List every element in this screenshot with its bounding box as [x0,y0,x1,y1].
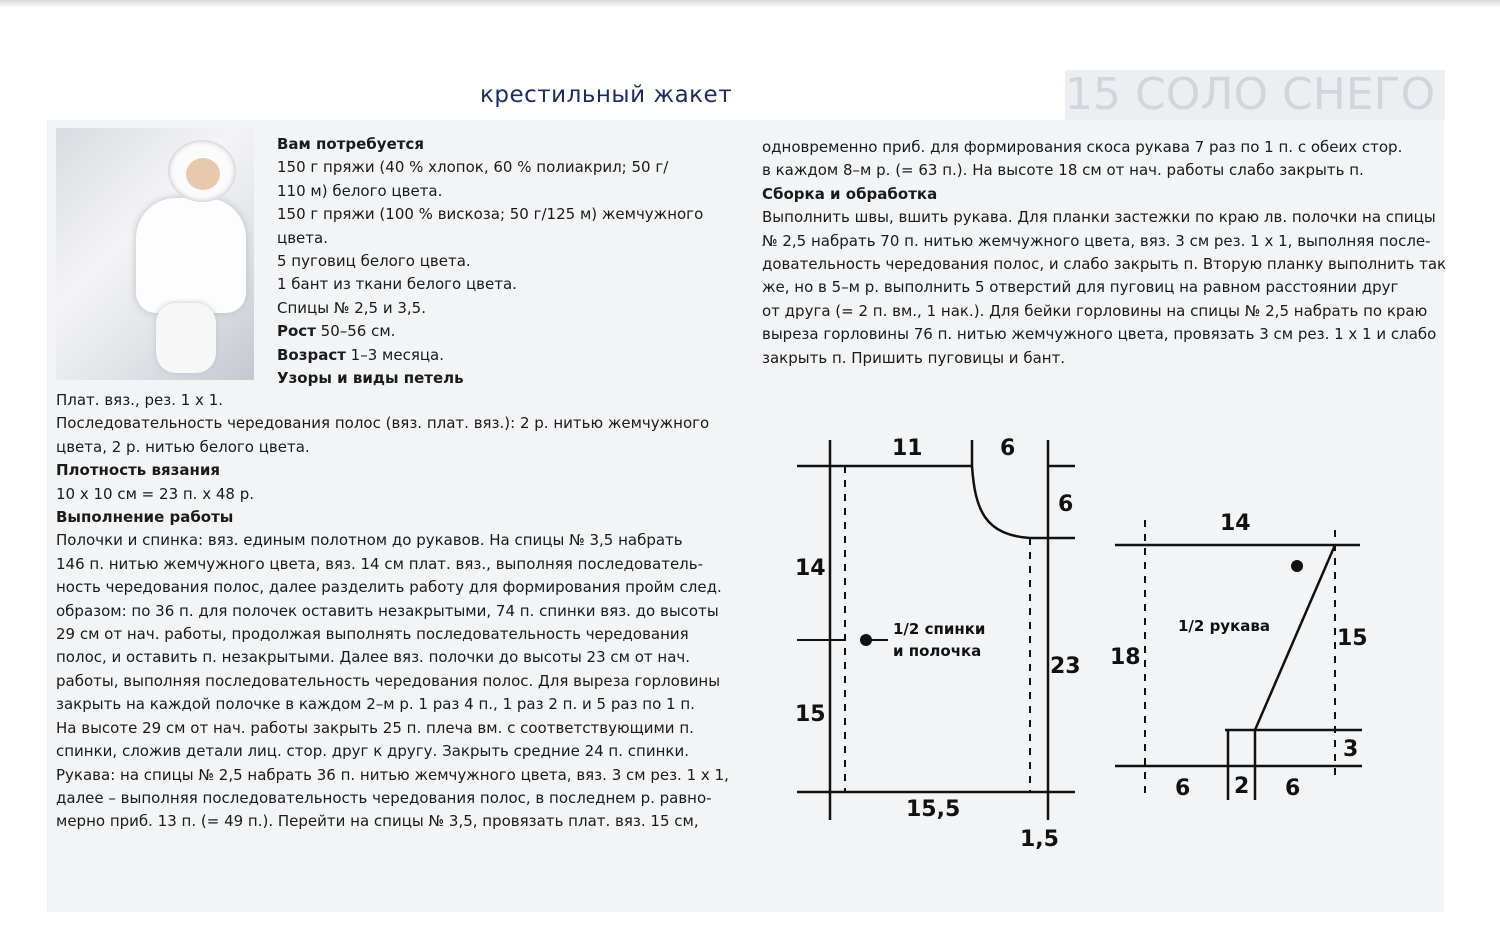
materials-line: 150 г пряжи (100 % вискоза; 50 г/125 м) жемчужного [277,205,704,224]
size-value: 50–56 см. [315,322,396,341]
text-line: 29 см от нач. работы, продолжая выполнять последовательность чередования [56,625,689,644]
dim-sleeve-6-left: 6 [1175,776,1191,801]
body-label-1: 1/2 спинки [893,620,986,638]
text-line: работы, выполняя последовательность чередования полос. Для выреза горловины [56,671,721,690]
dim-sleeve-6-right: 6 [1285,776,1301,801]
dim-1-5: 1,5 [1020,827,1059,852]
text-line: от друга (= 2 п. вм., 1 нак.). Для бейки горловины на спицы № 2,5 набрать по краю [762,301,1428,320]
dim-15: 15 [795,702,826,727]
size-label: Рост [277,322,316,341]
text-line: спинки, сложив детали лиц. стор. друг к другу. Закрыть средние 24 п. спинки. [56,742,689,761]
text-line: Последовательность чередования полос (вяз. плат. вяз.): 2 р. нитью жемчужного [56,414,710,433]
text-line: закрыть п. Пришить пуговицы и бант. [762,348,1066,367]
age-label: Возраст [277,345,346,364]
dim-sleeve-14: 14 [1220,511,1251,536]
dim-23: 23 [1050,654,1081,679]
patterns-heading: Узоры и виды петель [277,369,464,388]
materials-line: Спицы № 2,5 и 3,5. [277,298,426,317]
sleeve-marker-dot [1291,560,1303,572]
materials-line: 5 пуговиц белого цвета. [277,252,471,271]
dim-14: 14 [795,556,826,581]
text-line: ность чередования полос, далее разделить работу для формирования пройм след. [56,578,722,597]
text-line: в каждом 8–м р. (= 63 п.). На высоте 18 см от нач. работы слабо закрыть п. [762,161,1364,180]
text-line: одновременно приб. для формирования скоса рукава 7 раз по 1 п. с обеих стор. [762,138,1403,156]
neckline-curve [972,466,1048,538]
text-line: выреза горловины 76 п. нитью жемчужного цвета, провязать 3 см рез. 1 х 1 и слабо [762,325,1437,344]
text-line: № 2,5 набрать 70 п. нитью жемчужного цвета, вяз. 3 см рез. 1 х 1, выполняя после- [762,231,1431,250]
sleeve-label: 1/2 рукава [1178,617,1271,635]
text-line: цвета, 2 р. нитью белого цвета. [56,437,310,456]
dim-sleeve-15: 15 [1337,626,1368,651]
text-line: Рукава: на спицы № 2,5 набрать 36 п. нитью жемчужного цвета, вяз. 3 см рез. 1 х 1, [56,765,729,784]
materials-line: 1 бант из ткани белого цвета. [277,275,517,294]
materials-line: 110 м) белого цвета. [277,181,443,200]
materials-line: 150 г пряжи (40 % хлопок, 60 % полиакрил; 50 г/ [277,158,669,177]
text-line: мерно приб. 13 п. (= 49 п.). Перейти на спицы № 3,5, провязать плат. вяз. 15 см, [56,812,699,831]
text-line: закрыть на каждой полочке в каждом 2–м р. 1 раз 4 п., 1 раз 2 п. и 5 раз по 1 п. [56,695,695,714]
dim-6-top: 6 [1000,436,1016,461]
text-line: Плат. вяз., рез. 1 х 1. [56,391,224,409]
dim-6-neck: 6 [1058,492,1074,517]
text-line: далее – выполняя последовательность чередования полос, в последнем р. равно- [56,788,712,807]
age-value: 1–3 месяца. [345,345,445,364]
text-line: Полочки и спинка: вяз. единым полотном до рукавов. На спицы № 3,5 набрать [56,531,683,550]
text-line: же, но в 5–м р. выполнить 5 отверстий для пуговиц на равном расстоянии друг [762,278,1399,297]
dim-sleeve-2: 2 [1234,774,1250,799]
dim-11: 11 [892,436,923,461]
sleeve-schematic [1115,520,1362,800]
text-line: образом: по 36 п. для полочек оставить незакрытыми, 74 п. спинки вяз. до высоты [56,601,719,620]
density-value: 10 х 10 см = 23 п. х 48 р. [56,484,255,503]
dim-15-5: 15,5 [906,797,961,822]
density-heading: Плотность вязания [56,461,220,480]
text-line: Выполнить швы, вшить рукава. Для планки застежки по краю лв. полочки на спицы [762,208,1436,227]
bleed-through-heading: 15 СОЛО СНЕГО [1065,70,1445,120]
text-line: 146 п. нитью жемчужного цвета, вяз. 14 см плат. вяз., выполняя последователь- [56,554,704,573]
assembly-heading: Сборка и обработка [762,184,938,203]
sleeve-slope [1255,545,1335,730]
dim-sleeve-18: 18 [1110,645,1141,670]
text-line: довательность чередования полос, и слабо закрыть п. Вторую планку выполнить так [762,255,1447,274]
page-title: крестильный жакет [480,82,733,108]
work-heading: Выполнение работы [56,508,234,527]
materials-heading: Вам потребуется [277,135,424,153]
text-line: полос, и оставить п. незакрытыми. Далее вяз. полочки до высоты 23 см от нач. [56,648,691,667]
materials-line: цвета. [277,228,328,247]
text-line: На высоте 29 см от нач. работы закрыть 25 п. плеча вм. с соответствующими п. [56,718,694,737]
dim-sleeve-3: 3 [1343,737,1359,762]
body-label-2: и полочка [893,642,982,660]
